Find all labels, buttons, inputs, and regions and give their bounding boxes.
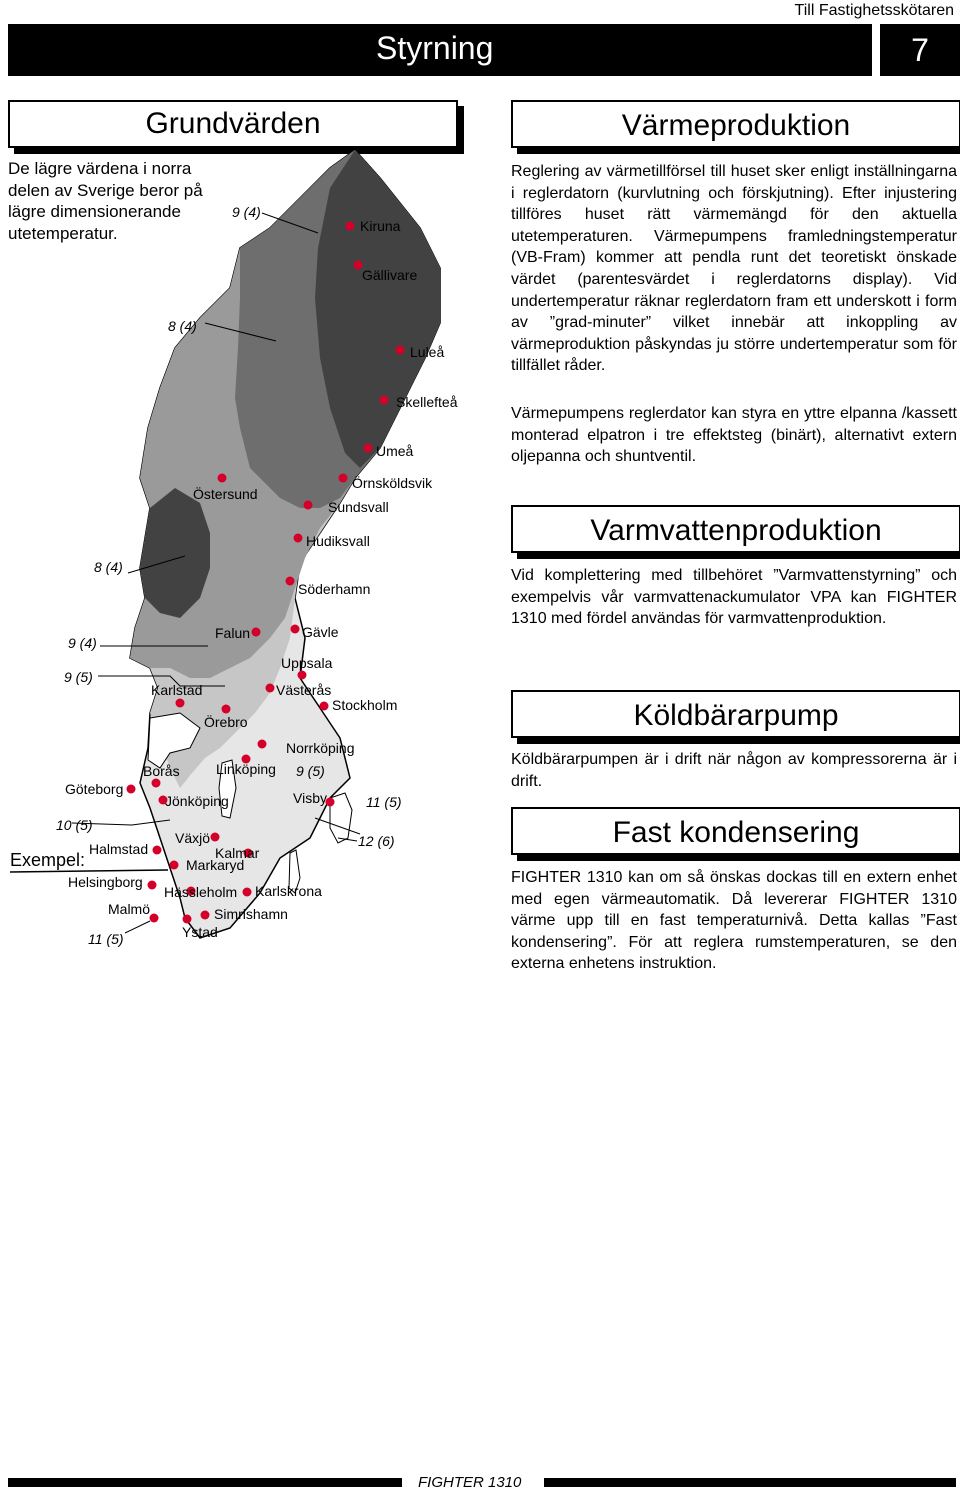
zone-label: 9 (4) bbox=[232, 204, 261, 220]
fast-kondensering-paragraph: FIGHTER 1310 kan om så önskas dockas till en extern enhet med egen värmeautomatik. Då levererar FIGHTER 1310 värme upp till en fast temperaturnivå. Detta kallas ”Fast kondensering”. För att reglera rumstemperaturen, se den externa enhetens instruktion. bbox=[511, 869, 957, 973]
footer-product: FIGHTER 1310 bbox=[418, 1474, 522, 1491]
city-label: Hudiksvall bbox=[306, 533, 370, 549]
city-dot bbox=[286, 577, 295, 586]
city-dot bbox=[127, 785, 136, 794]
city-label: Örnsköldsvik bbox=[352, 475, 433, 491]
city-dot bbox=[170, 861, 179, 870]
city-label: Umeå bbox=[376, 443, 414, 459]
city-dot bbox=[252, 628, 261, 637]
header-bar bbox=[8, 24, 872, 76]
city-label: Östersund bbox=[193, 486, 258, 502]
city-dot bbox=[148, 881, 157, 890]
city-label: Västerås bbox=[276, 682, 332, 698]
city-label: Linköping bbox=[216, 761, 276, 777]
zone-label: 8 (4) bbox=[168, 318, 197, 334]
city-label: Ystad bbox=[182, 924, 218, 940]
sweden-zone-map bbox=[0, 148, 470, 948]
footer-bar-left bbox=[8, 1478, 402, 1487]
city-label: Halmstad bbox=[89, 841, 149, 857]
city-dot bbox=[346, 222, 355, 231]
page-title: Styrning bbox=[376, 30, 494, 66]
city-dot bbox=[258, 740, 267, 749]
city-label: Gällivare bbox=[362, 267, 418, 283]
city-label: Kiruna bbox=[360, 218, 401, 234]
city-label: Göteborg bbox=[65, 781, 124, 797]
section-heading-fast-kondensering: Fast kondensering bbox=[511, 807, 960, 855]
city-label: Söderhamn bbox=[298, 581, 371, 597]
zone-label: 9 (5) bbox=[296, 763, 325, 779]
city-label: Örebro bbox=[204, 714, 248, 730]
city-dot bbox=[153, 846, 162, 855]
varmeproduktion-paragraph-2: Värmepumpens reglerdator kan styra en yttre elpanna /kassett monterad elpatron i tre effektsteg (binärt), alternativt extern oljepanna och shuntventil. bbox=[511, 405, 957, 466]
example-label: Exempel: bbox=[10, 850, 86, 870]
city-label: Gävle bbox=[302, 624, 339, 640]
city-label: Kalmar bbox=[215, 845, 260, 861]
city-dot bbox=[396, 346, 405, 355]
section-heading-koldbarare: Köldbärarpump bbox=[511, 690, 960, 738]
city-label: Hässleholm bbox=[164, 884, 238, 900]
city-label: Markaryd bbox=[186, 857, 245, 873]
city-dot bbox=[183, 915, 192, 924]
city-label: Borås bbox=[143, 763, 180, 779]
city-label: Jönköping bbox=[165, 793, 229, 809]
city-label: Visby bbox=[293, 790, 327, 806]
city-dot bbox=[298, 671, 307, 680]
section-heading-grundvarden: Grundvärden bbox=[8, 100, 458, 148]
city-dot bbox=[304, 501, 313, 510]
varmvatten-paragraph: Vid komplettering med tillbehöret ”Varmvattenstyrning” och exempelvis vår varmvattenackumulator VPA kan FIGHTER 1310 med fördel användas för varmvattenproduktion. bbox=[511, 567, 957, 628]
city-label: Helsingborg bbox=[68, 874, 143, 890]
city-dot bbox=[266, 684, 275, 693]
city-label: Stockholm bbox=[332, 697, 398, 713]
city-label: Simrishamn bbox=[214, 906, 288, 922]
city-label: Skellefteå bbox=[396, 394, 458, 410]
zone-label: 10 (5) bbox=[56, 817, 93, 833]
city-label: Luleå bbox=[410, 344, 445, 360]
city-dot bbox=[211, 833, 220, 842]
city-label: Uppsala bbox=[281, 655, 333, 671]
footer-bar-right bbox=[544, 1478, 956, 1487]
city-label: Karlstad bbox=[151, 682, 203, 698]
city-dot bbox=[291, 625, 300, 634]
city-dot bbox=[150, 914, 159, 923]
zone-label: 11 (5) bbox=[366, 794, 402, 810]
city-dot bbox=[339, 474, 348, 483]
city-dot bbox=[364, 444, 373, 453]
city-label: Växjö bbox=[175, 830, 211, 846]
city-dot bbox=[152, 779, 161, 788]
varmeproduktion-paragraph-1: Reglering av värmetillförsel till huset sker enligt inställningarna i reglerdatorn (kurvlutning och förskjutning). Efter injustering tillföres huset rätt värmemängd för den aktuella utetemperaturen. Värmepumpens framledningstemperatur (VB-Fram) kommer att pendla runt det teoretiskt önskade värdet (parentesvärdet i reglerdatorns display). Vid undertemperatur räknar reglerdatorn fram ett underskott i form av ”grad-minuter” vilket innebär att inkoppling av värmeproduktion påskyndas ju större undertemperatur som för tillfället råder. bbox=[511, 163, 957, 375]
city-dot bbox=[380, 396, 389, 405]
city-dot bbox=[201, 911, 210, 920]
city-label: Norrköping bbox=[286, 740, 355, 756]
city-dot bbox=[243, 888, 252, 897]
city-label: Malmö bbox=[108, 901, 151, 917]
city-dot bbox=[218, 474, 227, 483]
document-audience: Till Fastighetsskötaren bbox=[794, 2, 954, 19]
zone-label: 11 (5) bbox=[88, 931, 124, 947]
city-dot bbox=[294, 534, 303, 543]
intro-text: De lägre värdena i norra delen av Sverige beror på lägre dimensionerande utetemperatur. bbox=[8, 159, 203, 243]
city-dot bbox=[320, 702, 329, 711]
section-heading-varmeproduktion: Värmeproduktion bbox=[511, 100, 960, 148]
zone-label: 9 (5) bbox=[64, 669, 93, 685]
zone-label: 8 (4) bbox=[94, 559, 123, 575]
city-label: Karlskrona bbox=[255, 883, 322, 899]
zone-label: 12 (6) bbox=[358, 833, 395, 849]
koldbarare-paragraph: Köldbärarpumpen är i drift när någon av kompressorerna är i drift. bbox=[511, 751, 957, 790]
city-dot bbox=[176, 699, 185, 708]
section-heading-varmvatten: Varmvattenproduktion bbox=[511, 505, 960, 553]
zone-label: 9 (4) bbox=[68, 635, 97, 651]
page-number: 7 bbox=[880, 24, 960, 76]
city-label: Sundsvall bbox=[328, 499, 389, 515]
city-dot bbox=[222, 705, 231, 714]
city-label: Falun bbox=[215, 625, 251, 641]
